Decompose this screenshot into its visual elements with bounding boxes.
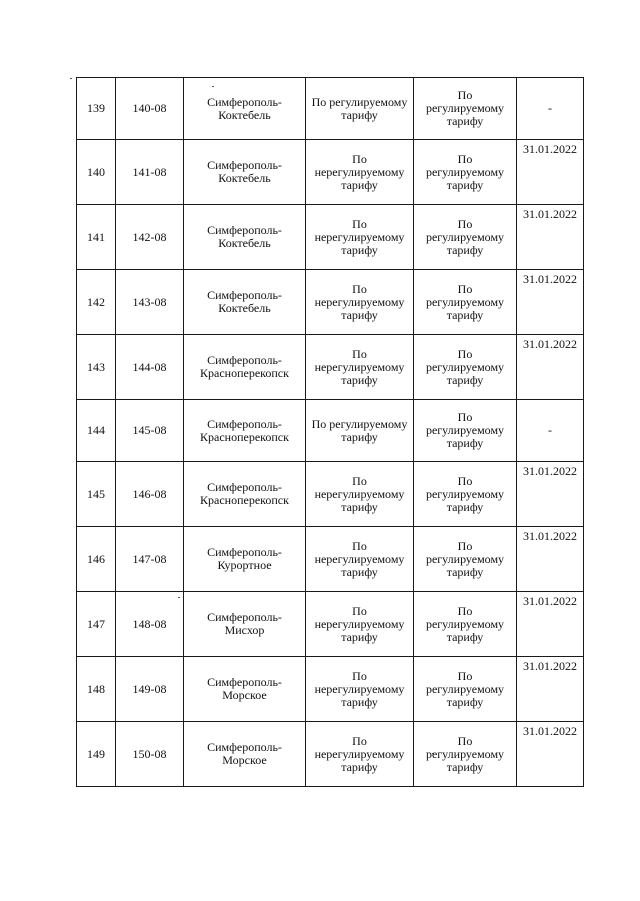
row-number-cell: 147 [77,592,116,657]
route-name-cell-line: Симферополь- [207,158,282,172]
tariff-current-cell-line: тарифу [341,629,378,644]
tariff-current-cell-line: По [352,216,367,231]
tariff-new-cell [414,205,517,270]
route-name-cell-line: Симферополь- [207,545,282,559]
tariff-current-cell [306,78,414,140]
tariff-current-cell [306,335,414,400]
tariff-new-cell-line: регулируемому [425,101,505,115]
route-name-cell-line: Красноперекопск [200,493,289,507]
tariff-current-cell-line: По регулируемому [311,416,408,431]
tariff-new-cell-line: регулируемому [425,423,505,437]
row-number-cell: 141 [77,205,116,270]
route-name-cell-line: Красноперекопск [200,366,289,380]
date-cell: 31.01.2022 [517,335,584,400]
tariff-current-cell-line: нерегулируемому [314,616,405,631]
tariff-new-cell-line: По [457,668,473,683]
route-name-cell-line: Коктебель [218,107,271,122]
route-name-cell-line: Коктебель [218,171,271,185]
routes-table [76,77,584,787]
tariff-new-cell-line: По [457,151,473,166]
tariff-current-cell-line: нерегулируемому [314,681,405,696]
tariff-new-cell-line: регулируемому [425,746,505,761]
date-cell: 31.01.2022 [517,722,584,787]
scan-speck [70,78,72,79]
tariff-current-cell-line: По [352,346,367,361]
row-number-cell: 143 [77,335,116,400]
tariff-new-cell-line: регулируемому [425,486,505,501]
tariff-current-cell [306,270,414,335]
tariff-new-cell-line: тарифу [446,177,484,192]
tariff-current-cell-line: нерегулируемому [314,229,405,244]
tariff-current-cell-line: нерегулируемому [314,551,405,566]
tariff-new-cell [414,657,517,722]
tariff-current-cell [306,592,414,657]
tariff-current-cell [306,140,414,205]
route-name-cell [184,722,306,787]
route-name-cell-line: Симферополь- [207,94,282,109]
route-code-cell: 147-08 [116,527,184,592]
tariff-new-cell-line: По [457,281,473,296]
table-row [77,527,584,592]
date-cell: 31.01.2022 [517,657,584,722]
table-row [77,205,584,270]
tariff-current-cell-line: По регулируемому [311,94,408,109]
date-cell: 31.01.2022 [517,592,584,657]
table-row [77,270,584,335]
route-name-cell [184,140,306,205]
tariff-new-cell-line: По [457,603,473,618]
tariff-current-cell-line: нерегулируемому [314,746,405,761]
tariff-current-cell-line: тарифу [341,107,378,122]
tariff-new-cell-line: По [457,538,473,553]
tariff-current-cell [306,527,414,592]
route-name-cell-line: Симферополь- [207,353,282,367]
table-row [77,722,584,787]
tariff-current-cell-line: тарифу [341,759,378,774]
row-number-cell: 146 [77,527,116,592]
tariff-new-cell-line: регулируемому [425,164,505,179]
route-name-cell-line: Морское [222,753,267,767]
tariff-current-cell [306,462,414,527]
row-number-cell: 144 [77,400,116,462]
route-name-cell [184,400,306,462]
tariff-current-cell-line: тарифу [341,372,378,387]
row-number-cell: 139 [77,78,116,140]
route-name-cell-line: Красноперекопск [200,429,289,444]
row-number-cell: 145 [77,462,116,527]
route-code-cell: 142-08 [116,205,184,270]
tariff-new-cell-line: тарифу [446,436,484,450]
row-number-cell: 148 [77,657,116,722]
route-code-cell: 144-08 [116,335,184,400]
tariff-current-cell-line: тарифу [341,242,378,257]
tariff-current-cell-line: тарифу [341,177,378,192]
route-code-cell: 143-08 [116,270,184,335]
table-row [77,400,584,462]
date-cell: 31.01.2022 [517,462,584,527]
route-name-cell-line: Коктебель [218,236,271,250]
tariff-new-cell [414,527,517,592]
route-code-cell: 146-08 [116,462,184,527]
date-cell: 31.01.2022 [517,527,584,592]
date-cell: 31.01.2022 [517,205,584,270]
tariff-new-cell-line: тарифу [446,499,484,514]
tariff-new-cell-line: регулируемому [425,229,505,244]
tariff-current-cell-line: тарифу [341,429,378,444]
route-name-cell [184,657,306,722]
tariff-new-cell-line: регулируемому [425,681,505,696]
tariff-current-cell-line: По [352,281,367,296]
tariff-new-cell [414,592,517,657]
route-name-cell [184,78,306,140]
tariff-new-cell [414,462,517,527]
route-name-cell-line: Симферополь- [207,675,282,689]
tariff-current-cell-line: По [352,603,367,618]
route-name-cell-line: Симферополь- [207,416,282,431]
tariff-new-cell [414,335,517,400]
route-name-cell [184,270,306,335]
tariff-new-cell-line: По [457,473,473,488]
tariff-current-cell-line: тарифу [341,564,378,579]
route-name-cell-line: Коктебель [218,301,271,315]
tariff-current-cell-line: тарифу [341,694,378,709]
tariff-current-cell-line: По [352,668,367,683]
route-name-cell-line: Курортное [217,558,272,572]
table-row [77,462,584,527]
tariff-new-cell-line: тарифу [446,694,484,709]
route-name-cell [184,205,306,270]
tariff-new-cell [414,722,517,787]
row-number-cell: 149 [77,722,116,787]
tariff-new-cell-line: тарифу [446,307,484,322]
tariff-current-cell-line: нерегулируемому [314,164,405,179]
tariff-new-cell-line: тарифу [446,114,484,128]
date-cell: 31.01.2022 [517,140,584,205]
routes-table-body [77,78,584,787]
route-code-cell: 148-08 [116,592,184,657]
tariff-current-cell-line: нерегулируемому [314,294,405,309]
row-number-cell: 140 [77,140,116,205]
tariff-current-cell-line: тарифу [341,307,378,322]
table-row [77,78,584,140]
tariff-new-cell [414,78,517,140]
tariff-new-cell-line: регулируемому [425,294,505,309]
route-name-cell-line: Симферополь- [207,480,282,494]
route-code-cell: 150-08 [116,722,184,787]
tariff-current-cell-line: По [352,473,367,488]
route-name-cell [184,462,306,527]
tariff-current-cell-line: нерегулируемому [314,359,405,374]
route-name-cell [184,592,306,657]
route-name-cell-line: Мисхор [224,623,265,637]
tariff-new-cell [414,400,517,462]
table-row [77,140,584,205]
table-row [77,335,584,400]
tariff-new-cell-line: По [457,410,473,424]
route-code-cell: 141-08 [116,140,184,205]
tariff-new-cell-line: тарифу [446,629,484,644]
tariff-new-cell-line: По [457,216,473,231]
tariff-current-cell [306,205,414,270]
route-name-cell-line: Морское [222,688,267,702]
tariff-new-cell-line: тарифу [446,372,484,387]
table-row [77,657,584,722]
tariff-current-cell [306,400,414,462]
route-name-cell-line: Симферополь- [207,610,282,624]
date-cell: - [517,78,584,140]
tariff-current-cell-line: По [352,733,367,748]
tariff-current-cell-line: тарифу [341,499,378,514]
route-name-cell-line: Симферополь- [207,740,282,754]
route-code-cell: 145-08 [116,400,184,462]
tariff-current-cell-line: По [352,151,367,166]
tariff-new-cell-line: регулируемому [425,551,505,566]
route-name-cell-line: Симферополь- [207,223,282,237]
tariff-new-cell-line: По [457,733,473,748]
route-code-cell: 140-08 [116,78,184,140]
tariff-new-cell-line: тарифу [446,759,484,774]
tariff-new-cell-line: регулируемому [425,616,505,631]
tariff-new-cell-line: тарифу [446,242,484,257]
row-number-cell: 142 [77,270,116,335]
route-name-cell-line: Симферополь- [207,288,282,302]
tariff-new-cell [414,140,517,205]
tariff-new-cell-line: По [457,88,473,102]
tariff-current-cell [306,657,414,722]
route-name-cell [184,527,306,592]
date-cell: - [517,400,584,462]
table-row [77,592,584,657]
tariff-current-cell-line: По [352,538,367,553]
tariff-new-cell-line: По [457,346,473,361]
tariff-new-cell-line: тарифу [446,564,484,579]
tariff-current-cell [306,722,414,787]
route-name-cell [184,335,306,400]
tariff-current-cell-line: нерегулируемому [314,486,405,501]
tariff-new-cell-line: регулируемому [425,359,505,374]
tariff-new-cell [414,270,517,335]
route-code-cell: 149-08 [116,657,184,722]
date-cell: 31.01.2022 [517,270,584,335]
